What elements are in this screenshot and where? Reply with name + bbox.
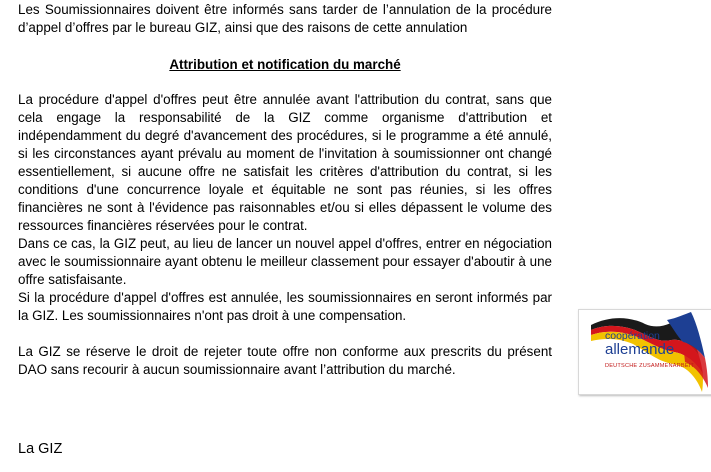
intro-paragraph: Les Soumissionnaires doivent être informés sans tarder de l’annulation de la procédure d’appel d’offres par le bureau GIZ, ainsi que des raisons de cette annulation [18, 2, 552, 35]
logo-text-allemande: allemande [605, 341, 675, 358]
paragraph-rejection-right: La GIZ se réserve le droit de rejeter toute offre non conforme aux prescrits du présent DAO sans recourir à aucun soumissionnaire avant l’attribution du marché. [18, 344, 552, 377]
cooperation-allemande-logo [578, 309, 711, 395]
logo-text-deutsche: DEUTSCHE ZUSAMMENARBEIT [605, 363, 695, 369]
signature: La GIZ [18, 441, 63, 457]
paragraph-negotiation: Dans ce cas, la GIZ peut, au lieu de lancer un nouvel appel d'offres, entrer en négociation avec le soumissionnaire ayant obtenu le meilleur classement pour essayer d'aboutir à une offre satisfaisante. [18, 236, 552, 287]
logo-text-cooperation: coopération [605, 330, 660, 342]
section-heading: Attribution et notification du marché [169, 57, 401, 72]
paragraph-cancellation: La procédure d'appel d'offres peut être annulée avant l'attribution du contrat, sans que cela engage la responsabilité de la GIZ comme organisme d'attribution et indépendamment du degré d'avancement des procédures, si le programme a été annulé, si les circonstances ayant prévalu au moment de l'invitation à soumissionner ont changé essentiellement, si aucune offre ne satisfait les critères d'attribution du contrat, si les conditions d'une concurrence loyale et équitable ne sont pas réunies, si les offres financières ne sont à l'évidence pas raisonnables et/ou si elles dépassent le volume des ressources financières réservées pour le contrat. [18, 92, 552, 233]
document-body [18, 0, 552, 379]
paragraph-notification: Si la procédure d'appel d'offres est annulée, les soumissionnaires en seront informés par la GIZ. Les soumissionnaires n'ont pas droit à une compensation. [18, 290, 552, 323]
